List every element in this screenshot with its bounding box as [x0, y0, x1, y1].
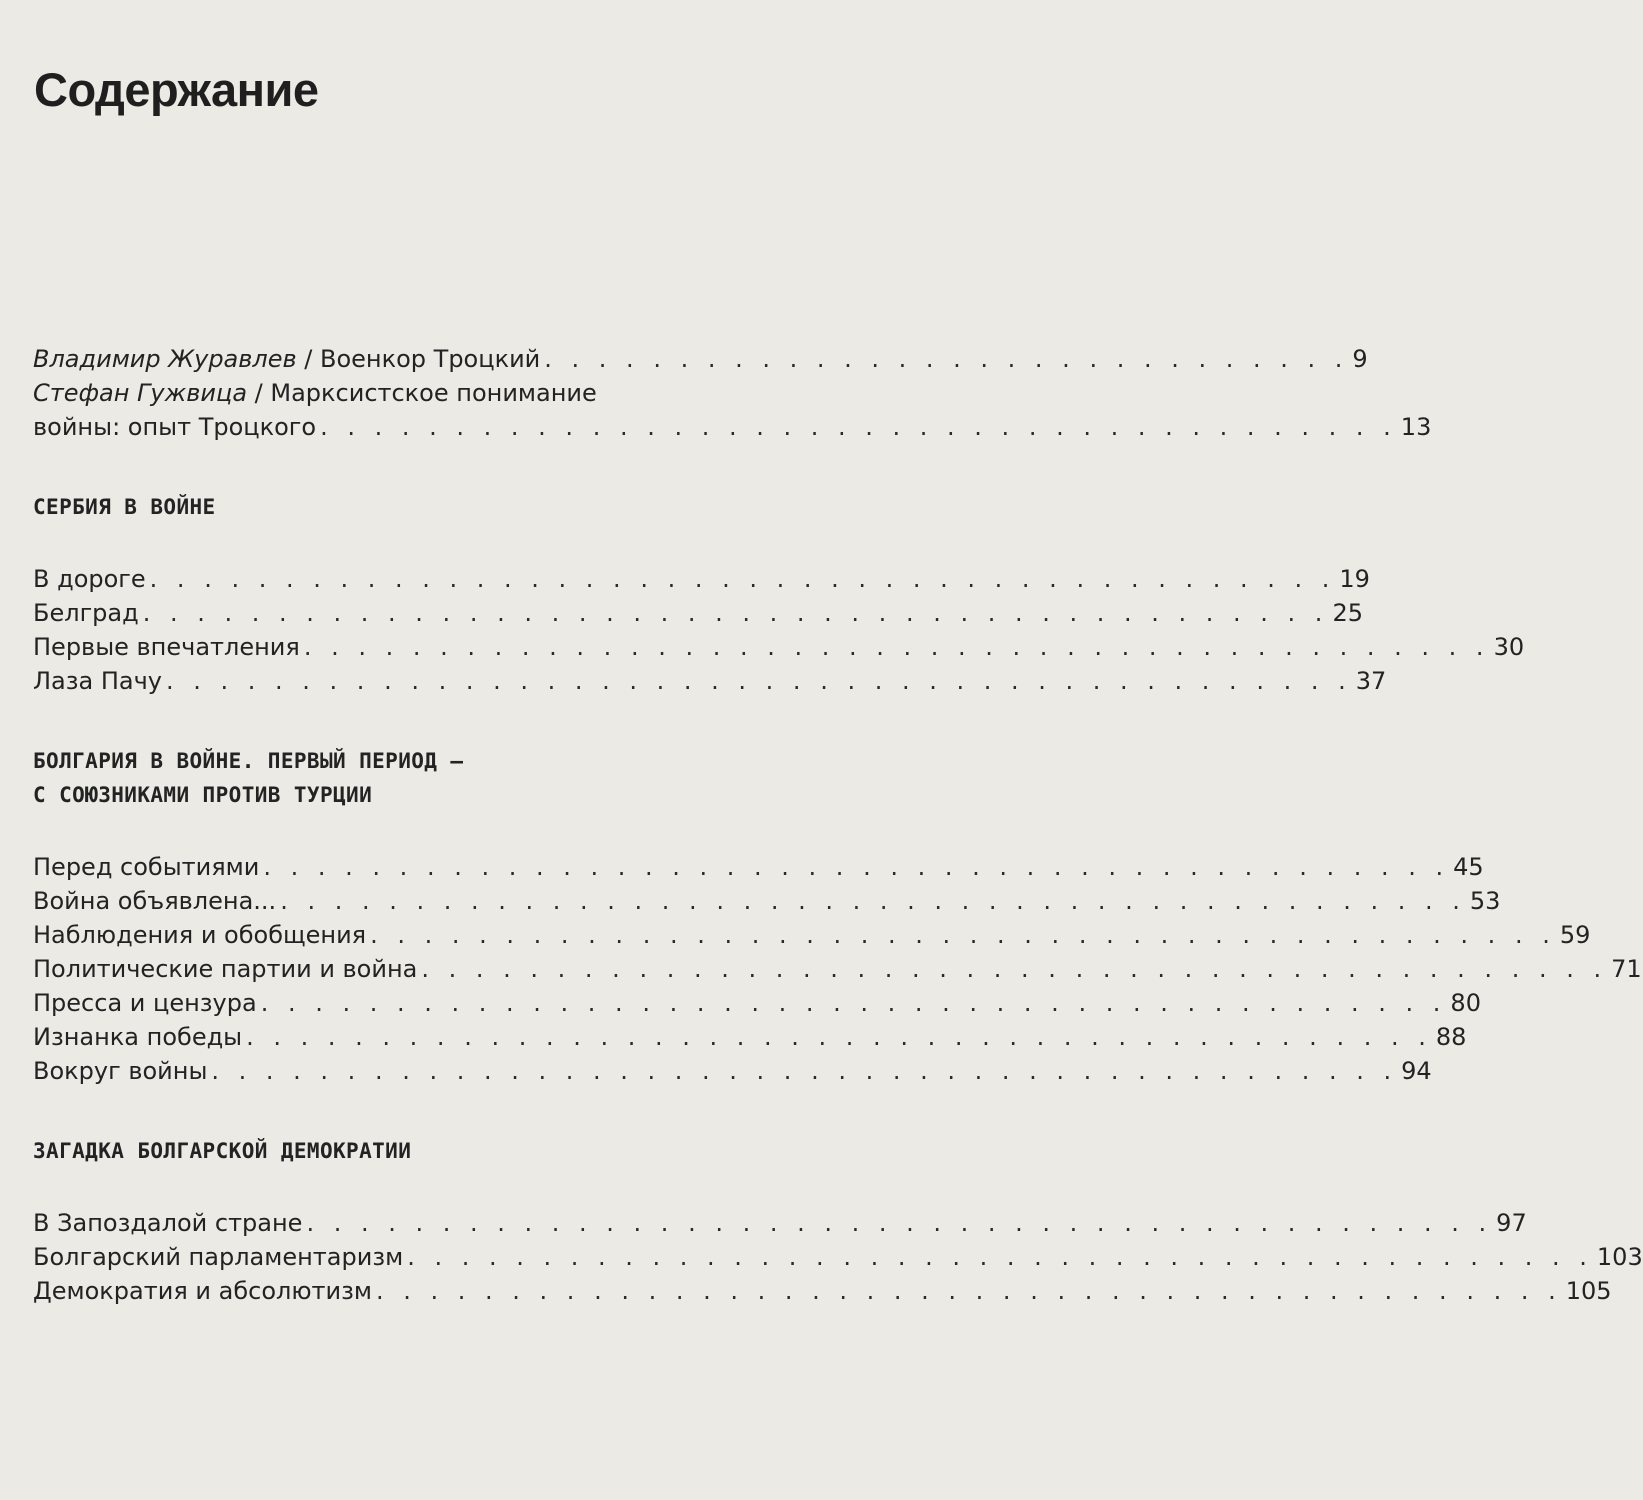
toc-entry-title: Перед событиями — [33, 853, 260, 881]
toc-entry-author: Стефан Гужвица — [33, 379, 248, 407]
section-heading: СЕРБИЯ В ВОЙНЕ — [33, 495, 216, 519]
toc-entry — [33, 562, 1370, 596]
toc-entry — [33, 952, 1642, 986]
toc-entry-title-cont: войны: опыт Троцкого — [33, 413, 317, 441]
leader-dots: . . . . . . . . . . . . . . . . . . . . . . . . . . . . . . . . . . . . . . . . — [320, 413, 1397, 441]
section-heading: ЗАГАДКА БОЛГАРСКОЙ ДЕМОКРАТИИ — [33, 1139, 412, 1163]
toc-entry-page: 30 — [1493, 633, 1525, 661]
toc-entry-title: Болгарский парламентаризм — [33, 1243, 404, 1271]
table-of-contents — [33, 342, 1643, 1308]
toc-entry-title: Война объявлена... — [33, 887, 277, 915]
toc-entry-page: 37 — [1355, 667, 1387, 695]
leader-dots: . . . . . . . . . . . . . . . . . . . . . . . . . . . . . . . . . . . . . . . . . . . . — [142, 599, 1329, 627]
leader-dots: . . . . . . . . . . . . . . . . . . . . . . . . . . . . . . . . . . . . . . . . . . . . — [421, 955, 1608, 983]
toc-entry-title: Первые впечатления — [33, 633, 300, 661]
toc-entry-page: 59 — [1559, 921, 1591, 949]
toc-entry-page: 97 — [1496, 1209, 1527, 1237]
toc-entry — [33, 1054, 1432, 1088]
leader-dots: . . . . . . . . . . . . . . . . . . . . . . . . . . . . . . . . . . . . . . . . . . . . — [376, 1277, 1562, 1305]
toc-entry — [33, 342, 1368, 376]
leader-dots: . . . . . . . . . . . . . . . . . . . . . . . . . . . . . . . . . . . . . . . . . . . . — [407, 1243, 1593, 1271]
toc-entry-title: Наблюдения и обобщения — [33, 921, 367, 949]
toc-entry — [33, 1274, 1612, 1308]
toc-entry — [33, 850, 1484, 884]
leader-dots: . . . . . . . . . . . . . . . . . . . . . . . . . . . . . . . . . . . . . . . . . . . . — [303, 633, 1490, 661]
toc-entry-author: Владимир Журавлев — [33, 345, 297, 373]
toc-entry-page: 25 — [1332, 599, 1363, 627]
toc-entry — [33, 630, 1525, 664]
leader-dots: . . . . . . . . . . . . . . . . . . . . . . . . . . . . . . . . . . . . . . . . . . . . — [211, 1057, 1398, 1085]
toc-entry — [33, 1206, 1527, 1240]
page-title: Содержание — [34, 63, 319, 116]
toc-entry — [33, 986, 1481, 1020]
toc-entry-page: 94 — [1401, 1057, 1432, 1085]
leader-dots: . . . . . . . . . . . . . . . . . . . . . . . . . . . . . . . . . . . . . . . . . . . . — [280, 887, 1466, 915]
section-heading-line: БОЛГАРИЯ В ВОЙНЕ. ПЕРВЫЙ ПЕРИОД — — [33, 749, 464, 773]
toc-entry — [33, 918, 1591, 952]
toc-entry — [33, 1020, 1467, 1054]
toc-entry — [33, 376, 1432, 444]
toc-entry-page: 71 — [1611, 955, 1642, 983]
toc-entry-title: Лаза Пачу — [33, 667, 162, 695]
toc-entry-page: 19 — [1339, 565, 1370, 593]
toc-entry-title: В Запоздалой стране — [33, 1209, 303, 1237]
leader-dots: . . . . . . . . . . . . . . . . . . . . . . . . . . . . . . . . . . . . . . . . . . . . — [263, 853, 1450, 881]
toc-entry-title: Изнанка победы — [33, 1023, 243, 1051]
toc-entry-title: Вокруг войны — [33, 1057, 208, 1085]
leader-dots: . . . . . . . . . . . . . . . . . . . . . . . . . . . . . . . . . . . . . . . . . . . . — [370, 921, 1556, 949]
section-heading-line: С СОЮЗНИКАМИ ПРОТИВ ТУРЦИИ — [33, 783, 373, 807]
toc-entry-label: Владимир Журавлев / Военкор Троцкий — [33, 345, 541, 373]
toc-entry — [33, 1240, 1643, 1274]
toc-entry-page: 88 — [1435, 1023, 1467, 1051]
toc-entry-title: В дороге — [33, 565, 146, 593]
leader-dots: . . . . . . . . . . . . . . . . . . . . . . . . . . . . . . — [544, 345, 1349, 373]
toc-entry-page: 80 — [1450, 989, 1481, 1017]
toc-entry-title: Демократия и абсолютизм — [33, 1277, 372, 1305]
toc-entry-line: Стефан Гужвица / Марксистское понимание — [33, 379, 597, 407]
leader-dots: . . . . . . . . . . . . . . . . . . . . . . . . . . . . . . . . . . . . . . . . . . . . — [260, 989, 1447, 1017]
toc-entry — [33, 664, 1387, 698]
leader-dots: . . . . . . . . . . . . . . . . . . . . . . . . . . . . . . . . . . . . . . . . . . . . — [166, 667, 1352, 695]
toc-entry-title: Марксистское понимание — [270, 379, 597, 407]
toc-entry-page: 9 — [1352, 345, 1368, 373]
toc-entry-page: 13 — [1400, 413, 1432, 441]
leader-dots: . . . . . . . . . . . . . . . . . . . . . . . . . . . . . . . . . . . . . . . . . . . . — [246, 1023, 1432, 1051]
section-heading — [33, 744, 761, 812]
toc-entry-title: Политические партии и война — [33, 955, 418, 983]
toc-entry-page: 103 — [1596, 1243, 1643, 1271]
toc-entry — [33, 596, 1363, 630]
toc-entry-title: Военкор Троцкий — [320, 345, 541, 373]
toc-entry-page: 45 — [1453, 853, 1484, 881]
toc-entry-page: 53 — [1469, 887, 1501, 915]
toc-entry — [33, 884, 1501, 918]
leader-dots: . . . . . . . . . . . . . . . . . . . . . . . . . . . . . . . . . . . . . . . . . . . . — [306, 1209, 1493, 1237]
toc-entry-page: 105 — [1565, 1277, 1612, 1305]
toc-entry-title: Белград — [33, 599, 139, 627]
leader-dots: . . . . . . . . . . . . . . . . . . . . . . . . . . . . . . . . . . . . . . . . . . . . — [149, 565, 1336, 593]
toc-entry-title: Пресса и цензура — [33, 989, 257, 1017]
